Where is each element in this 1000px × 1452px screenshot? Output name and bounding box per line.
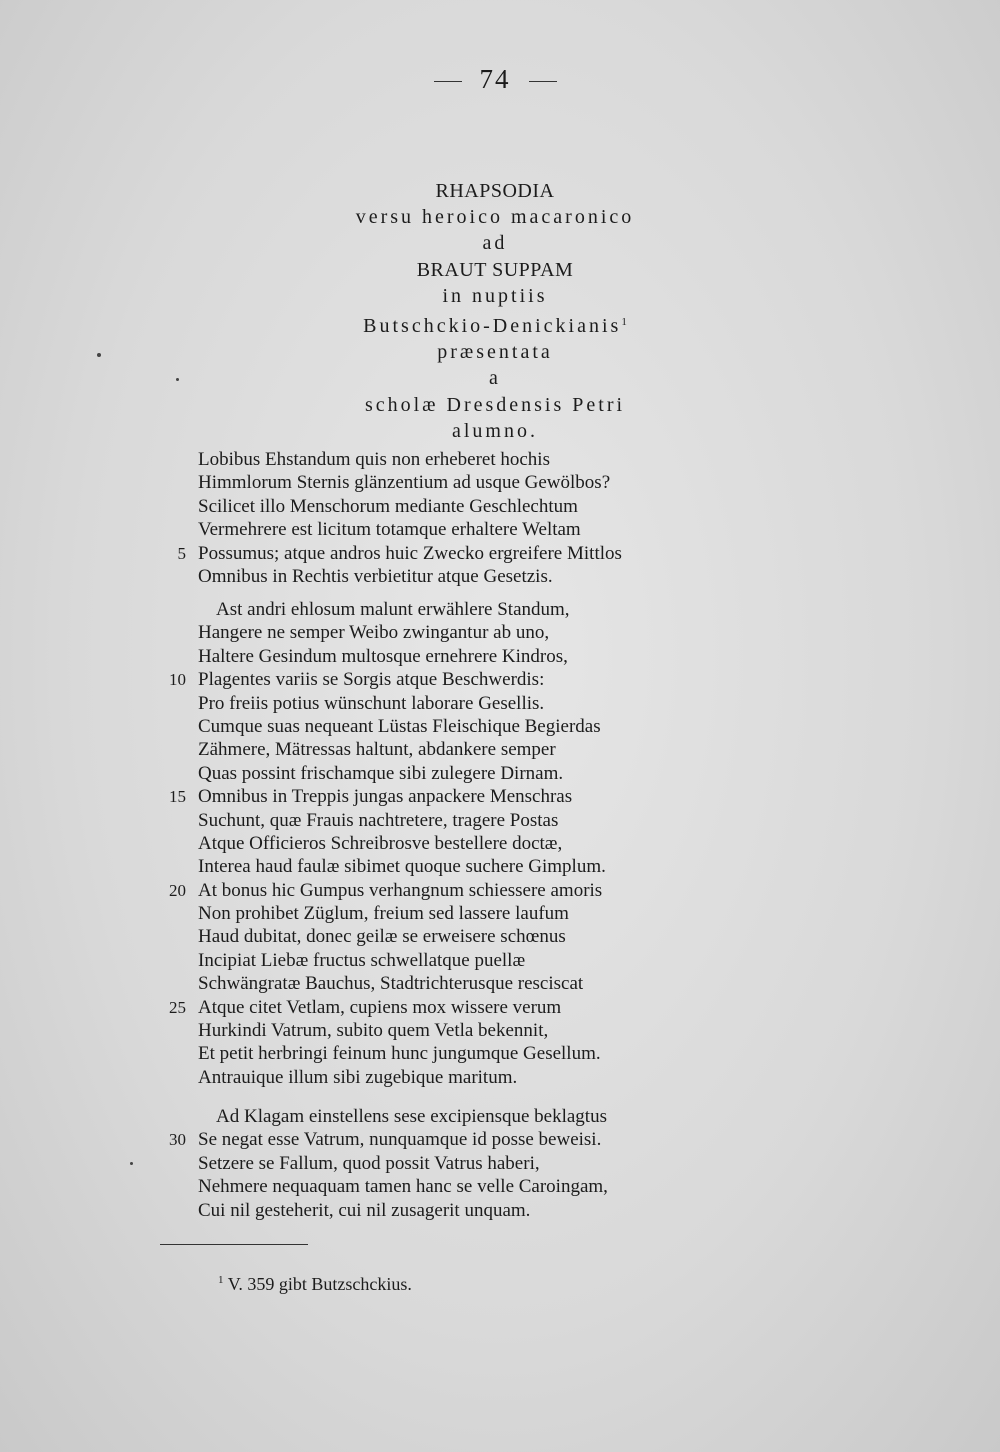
verse-text: Incipiat Liebæ fructus schwellatque puellæ: [198, 949, 526, 971]
verse-text: Atque citet Vetlam, cupiens mox wissere verum: [198, 996, 562, 1018]
footnote: [218, 1274, 412, 1295]
stanza-1: [177, 448, 798, 588]
verse-text: Ast andri ehlosum malunt erwählere Standum,: [216, 599, 570, 620]
verse-text: Hurkindi Vatrum, subito quem Vetla bekennit,: [198, 1020, 549, 1042]
verse-line: [198, 1152, 798, 1175]
verse-line: [198, 645, 798, 668]
verse-text: Scilicet illo Menschorum mediante Geschlechtum: [198, 495, 578, 517]
verse-line: [198, 471, 798, 494]
verse-text: Plagentes variis se Sorgis atque Beschwerdis:: [198, 669, 545, 691]
verse-text: Lobibus Ehstandum quis non erheberet hochis: [198, 449, 550, 470]
verse-line: [198, 1066, 798, 1089]
title-alumno: alumno.: [452, 419, 538, 442]
line-number: 5: [177, 543, 186, 563]
line-number: 20: [169, 880, 186, 900]
verse-text: Interea haud faulæ sibimet quoque suchere Gimplum.: [198, 856, 606, 878]
verse-text: Ad Klagam einstellens sese excipiensque beklagtus: [216, 1106, 607, 1127]
verse-text: Nehmere nequaquam tamen hanc se velle Caroingam,: [198, 1176, 608, 1198]
stanza-2: [169, 598, 798, 1089]
footnote-divider: [160, 1244, 308, 1245]
verse-line: [198, 902, 798, 925]
verse-text: Non prohibet Züglum, freium sed lassere laufum: [198, 903, 569, 925]
verse-text: At bonus hic Gumpus verhangnum schiessere amoris: [198, 879, 603, 901]
title-praesentata: præsentata: [437, 341, 553, 364]
verse-text: Hangere ne semper Weibo zwingantur ab uno,: [198, 622, 550, 644]
poem-title-block: [0, 178, 990, 444]
title-a: a: [489, 367, 501, 390]
verse-line: [198, 565, 798, 588]
line-number: 25: [169, 997, 186, 1017]
title-rhapsodia: RHAPSODIA: [435, 180, 555, 202]
verse-line: [169, 879, 798, 902]
verse-line: [198, 1105, 798, 1128]
footnote-mark: 1: [218, 1274, 224, 1286]
page-number-text: 74: [479, 64, 511, 94]
title-names: [0, 309, 990, 339]
verse-line: [198, 832, 798, 855]
verse-line: [198, 715, 798, 738]
verse-text: Schwängratæ Bauchus, Stadtrichterusque resciscat: [198, 973, 584, 995]
verse-line: [198, 925, 798, 948]
verse-line: [169, 668, 798, 691]
verse-line: [198, 809, 798, 832]
verse-text: Suchunt, quæ Frauis nachtretere, tragere Postas: [198, 809, 559, 831]
verse-line: [198, 972, 798, 995]
title-in-nuptiis: in nuptiis: [442, 284, 548, 307]
verse-line: [198, 495, 798, 518]
verse-line: [169, 785, 798, 808]
verse-text: Setzere se Fallum, quod possit Vatrus haberi,: [198, 1152, 540, 1174]
verse-text: Et petit herbringi feinum hunc jungumque Gesellum.: [198, 1043, 601, 1065]
line-number: 30: [169, 1130, 186, 1150]
line-number: 10: [169, 670, 186, 690]
verse-text: Pro freiis potius wünschunt laborare Gesellis.: [198, 692, 545, 714]
verse-text: Antrauique illum sibi zugebique maritum.: [198, 1066, 518, 1088]
verse-text: Se negat esse Vatrum, nunquamque id posse beweisi.: [198, 1129, 602, 1151]
page-number-dash-right: [529, 81, 557, 82]
paper-speck: [97, 353, 101, 357]
verse-line: [198, 1175, 798, 1198]
verse-line: [198, 1199, 798, 1222]
verse-text: Zähmere, Mätressas haltunt, abdankere semper: [198, 739, 556, 761]
verse-line: [198, 692, 798, 715]
stanza-3: [169, 1105, 798, 1222]
footnote-text: V. 359 gibt Butzschckius.: [227, 1274, 412, 1294]
verse-line: [198, 855, 798, 878]
verse-line: [198, 598, 798, 621]
verse-text: Cumque suas nequeant Lüstas Fleischique Begierdas: [198, 715, 601, 737]
verse-line: [198, 518, 798, 541]
verse-line: [198, 1042, 798, 1065]
verse-text: Atque Officieros Schreibrosve bestellere doctæ,: [198, 832, 563, 854]
verse-text: Haud dubitat, donec geilæ se erweisere schœnus: [198, 926, 566, 948]
page-number-dash-left: [434, 81, 462, 82]
paper-speck: [176, 378, 179, 381]
title-subtitle: versu heroico macaronico: [355, 206, 635, 229]
title-names-text: Butschckio-Denickianis: [363, 315, 622, 338]
verse-line: [198, 738, 798, 761]
verse-text: Quas possint frischamque sibi zulegere Dirnam.: [198, 762, 564, 784]
verse-line: [198, 1019, 798, 1042]
line-number: 15: [169, 787, 186, 807]
title-scholae: scholæ Dresdensis Petri: [364, 393, 626, 416]
footnote-reference: 1: [621, 316, 627, 329]
title-ad: ad: [482, 232, 508, 255]
title-braut-suppam: BRAUT SUPPAM: [416, 258, 574, 281]
verse-line: [198, 762, 798, 785]
verse-text: Omnibus in Treppis jungas anpackere Menschras: [198, 786, 573, 808]
paper-speck: [130, 1162, 133, 1165]
page-number: [0, 64, 990, 95]
verse-text: Himmlorum Sternis glänzentium ad usque Gewölbos?: [198, 472, 611, 494]
verse-line: [198, 448, 798, 471]
verse-line: [198, 621, 798, 644]
verse-text: Omnibus in Rechtis verbietitur atque Gesetzis.: [198, 565, 553, 587]
verse-line: [169, 1128, 798, 1151]
verse-line: [169, 996, 798, 1019]
verse-text: Vermehrere est licitum totamque erhaltere Weltam: [198, 519, 581, 541]
verse-line: [198, 949, 798, 972]
verse-text: Cui nil gesteherit, cui nil zusagerit unquam.: [198, 1199, 531, 1221]
verse-text: Haltere Gesindum multosque ernehrere Kindros,: [198, 645, 568, 667]
verse-line: [177, 542, 798, 565]
verse-text: Possumus; atque andros huic Zwecko ergreifere Mittlos: [198, 542, 622, 564]
